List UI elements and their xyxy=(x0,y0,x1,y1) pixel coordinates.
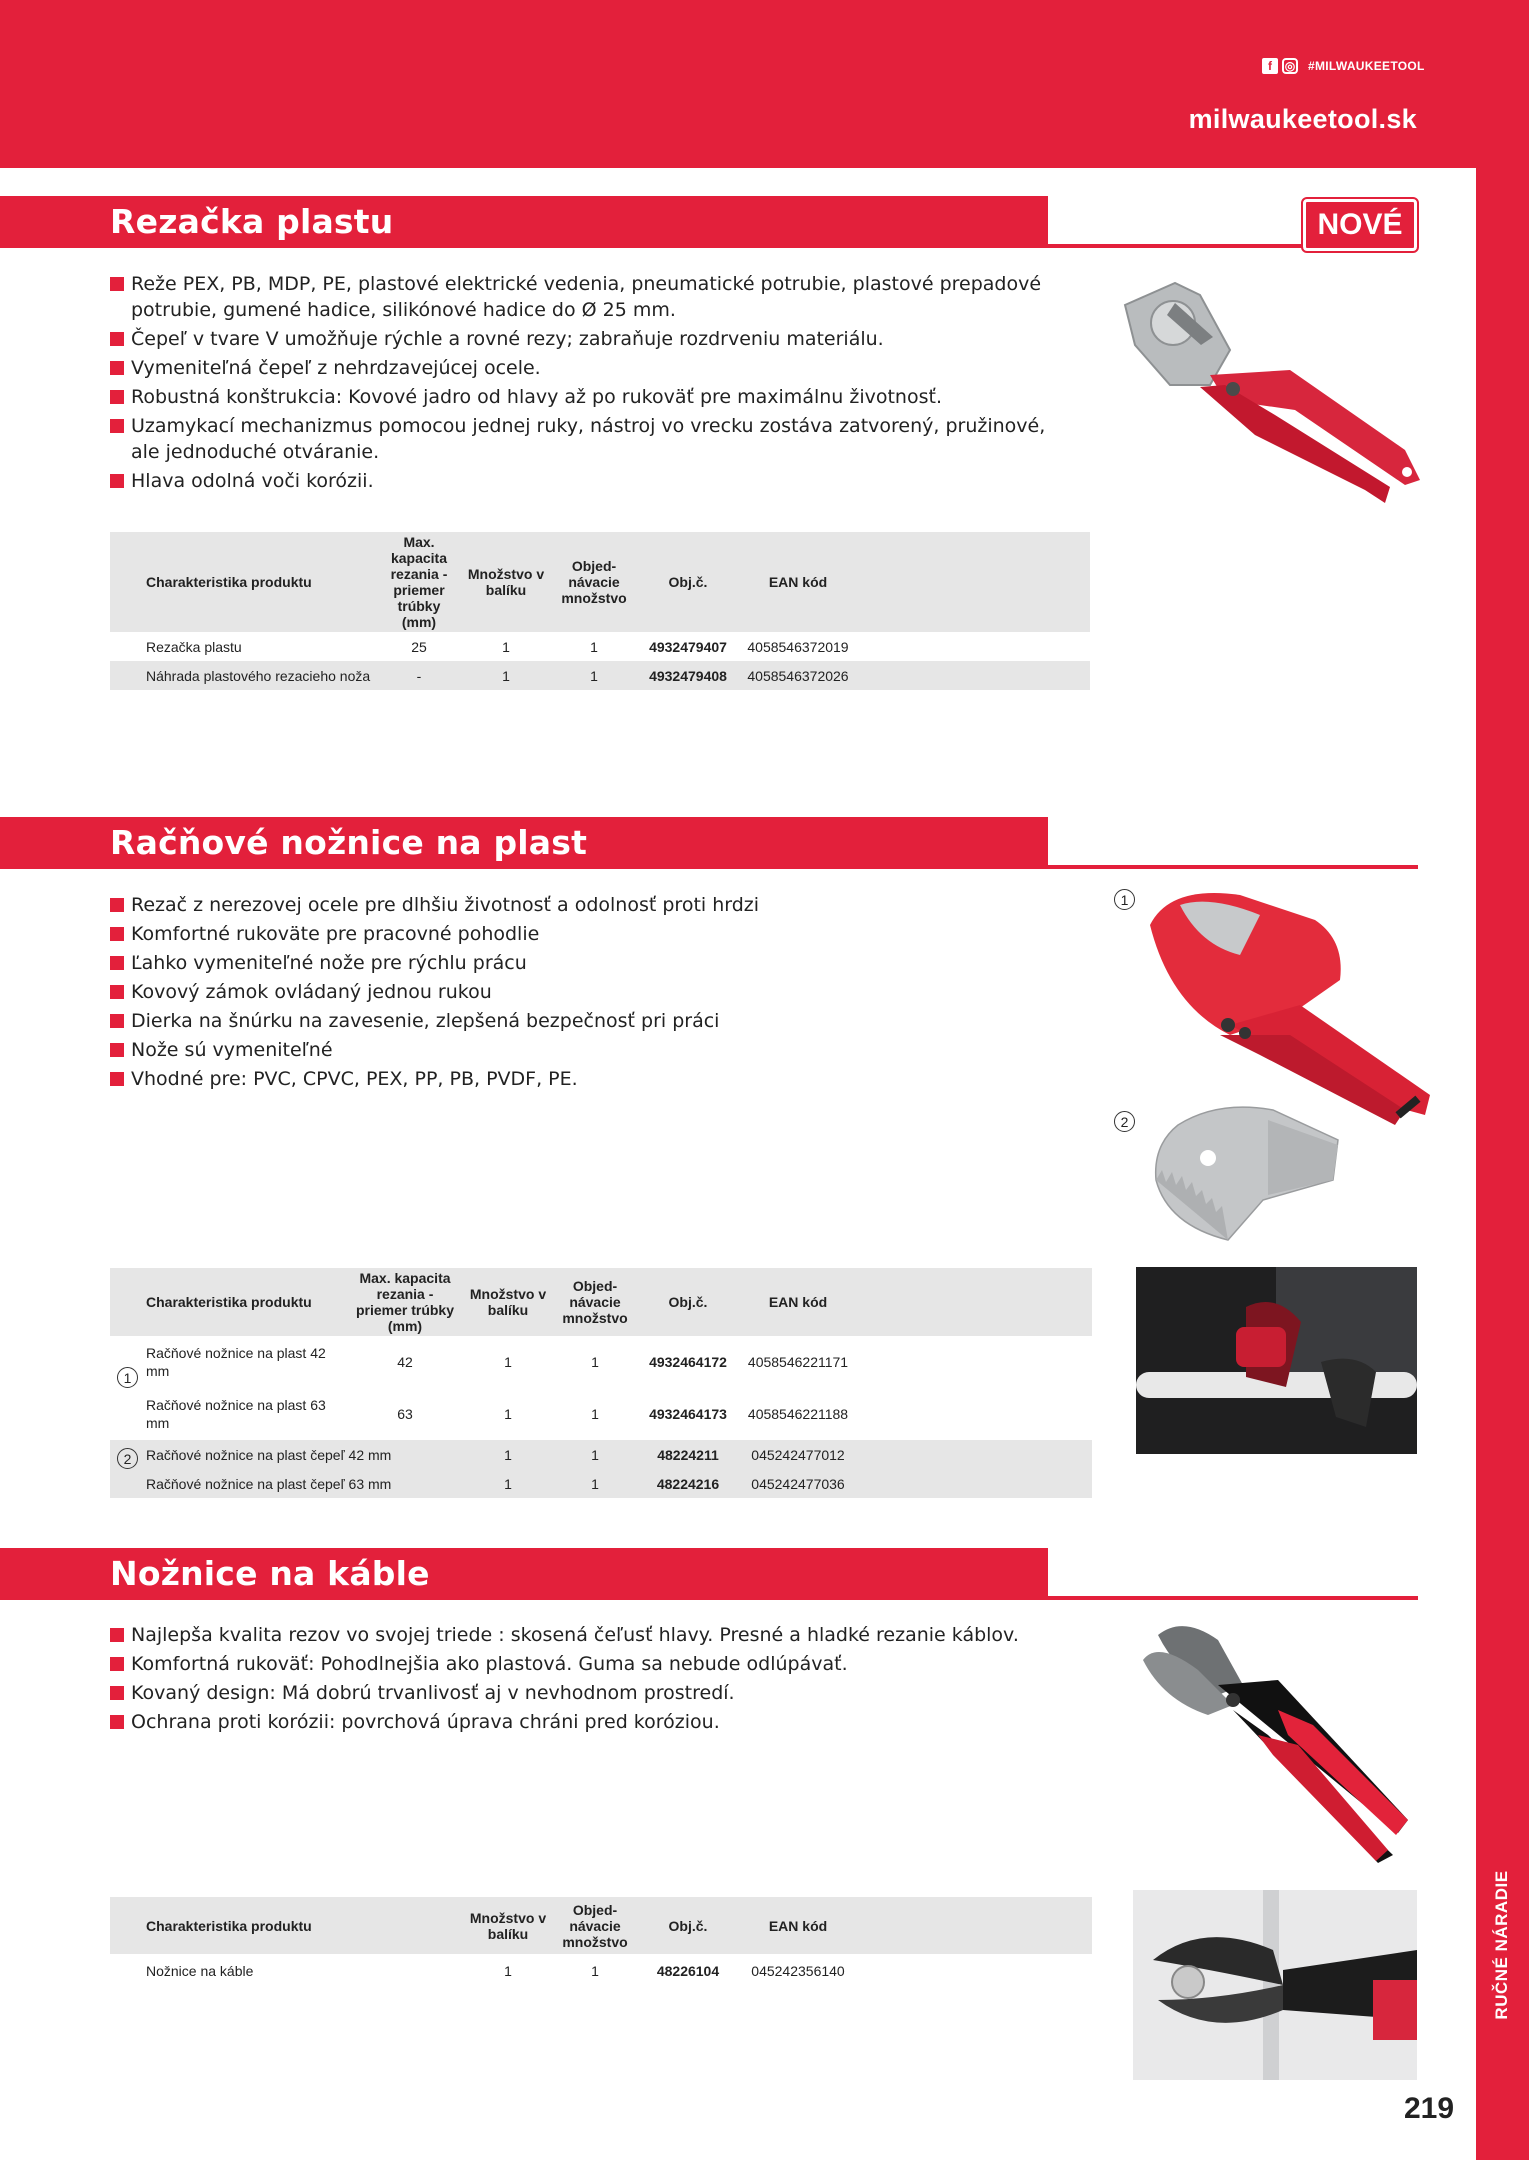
cell: 1 xyxy=(591,1406,599,1422)
col-header: Charakteristika produktu xyxy=(110,1268,346,1336)
col-header: EAN kód xyxy=(738,532,858,632)
cell: 1 xyxy=(504,1406,512,1422)
cell: 045242356140 xyxy=(751,1962,845,1979)
cable-shears-image xyxy=(1138,1615,1418,1870)
cell: 1 xyxy=(504,1354,512,1370)
list-item: Ľahko vymeniteľné nože pre rýchlu prácu xyxy=(110,950,1030,976)
section-title-bar xyxy=(0,196,1048,248)
cell: 63 xyxy=(397,1406,413,1422)
ratchet-shears-image xyxy=(1140,885,1440,1130)
plastic-cutter-image xyxy=(1115,275,1435,515)
col-header: Charakteristika produktu xyxy=(110,532,376,632)
list-item: Reže PEX, PB, MDP, PE, plastové elektrické vedenia, pneumatické potrubie, plastové prepadové potrubie, gumené hadice, silikónové hadice do Ø 25 mm. xyxy=(110,271,1050,323)
new-badge: NOVÉ xyxy=(1303,199,1417,251)
cell: 4932479407 xyxy=(649,638,727,655)
spec-table xyxy=(110,532,1090,690)
cell: 1 xyxy=(504,1962,512,1979)
section-title: Nožnice na káble xyxy=(110,1554,430,1593)
section-title-bar xyxy=(0,817,1048,869)
cell: 045242477036 xyxy=(738,1469,858,1498)
marker-2: 2 xyxy=(1114,1111,1135,1132)
section-underline xyxy=(0,244,1418,248)
marker-1: 1 xyxy=(1114,889,1135,910)
list-item: Nože sú vymeniteľné xyxy=(110,1037,1030,1063)
cell: Račňové nožnice na plast 42 mm xyxy=(146,1345,326,1379)
col-header: Charakteristika produktu xyxy=(110,1897,464,1954)
col-header: Objed-návacie množstvo xyxy=(552,1897,638,1954)
cell: 1 xyxy=(550,661,638,690)
col-header: Obj.č. xyxy=(638,1268,738,1336)
cell: Račňové nožnice na plast čepeľ 42 mm xyxy=(110,1440,464,1469)
list-item: Vhodné pre: PVC, CPVC, PEX, PP, PB, PVDF, PE. xyxy=(110,1066,1030,1092)
col-header: Množstvo v balíku xyxy=(464,1897,552,1954)
col-header: Množstvo v balíku xyxy=(464,1268,552,1336)
list-item: Robustná konštrukcia: Kovové jadro od hlavy až po rukoväť pre maximálnu životnosť. xyxy=(110,384,1050,410)
section-underline xyxy=(0,1596,1418,1600)
section-title-bar xyxy=(0,1548,1048,1600)
page-number: 219 xyxy=(1404,2092,1455,2125)
list-item: Ochrana proti korózii: povrchová úprava chráni pred koróziou. xyxy=(110,1709,1050,1735)
cell: 25 xyxy=(411,638,427,655)
cell: Rezačka plastu xyxy=(146,638,242,655)
list-item: Komfortné rukoväte pre pracovné pohodlie xyxy=(110,921,1030,947)
table-marker-1: 1 xyxy=(117,1367,138,1388)
table-header-row xyxy=(110,532,1090,632)
spec-table xyxy=(110,1268,1092,1498)
list-item: Uzamykací mechanizmus pomocou jednej ruky, nástroj vo vrecku zostáva zatvorený, pružinové, ale jednoduché otváranie. xyxy=(110,413,1050,465)
list-item: Kovový zámok ovládaný jednou rukou xyxy=(110,979,1030,1005)
col-header: Objed-návacie množstvo xyxy=(552,1268,638,1336)
cell: Nožnice na káble xyxy=(146,1962,254,1979)
cell: Račňové nožnice na plast čepeľ 63 mm xyxy=(110,1469,464,1498)
table-row xyxy=(110,1440,1092,1469)
table-row xyxy=(110,632,1090,661)
table-row xyxy=(110,1954,1092,1987)
side-strip xyxy=(1476,168,1529,2160)
cell: 4058546372026 xyxy=(738,661,858,690)
cell: 48224211 xyxy=(638,1440,738,1469)
cell: 4932464172 xyxy=(649,1354,727,1370)
section-underline xyxy=(0,865,1418,869)
site-url[interactable]: milwaukeetool.sk xyxy=(1188,104,1417,134)
hashtag: #MILWAUKEETOOL xyxy=(1308,59,1425,73)
section-title: Račňové nožnice na plast xyxy=(110,823,588,862)
cable-cutting-photo xyxy=(1133,1890,1417,2080)
list-item: Najlepša kvalita rezov vo svojej triede : skosená čeľusť hlavy. Presné a hladké rezanie káblov. xyxy=(110,1622,1050,1648)
cell: 4058546221188 xyxy=(747,1406,849,1422)
table-row xyxy=(110,1336,1092,1388)
col-header: Obj.č. xyxy=(638,1897,738,1954)
cell: 4058546221171 xyxy=(747,1354,849,1370)
table-row xyxy=(110,661,1090,690)
table-header-row xyxy=(110,1897,1092,1954)
cell: 1 xyxy=(502,638,510,655)
cell: 1 xyxy=(591,1962,599,1979)
section-title: Rezačka plastu xyxy=(110,202,394,241)
cell: 045242477012 xyxy=(738,1440,858,1469)
col-header: Max. kapacita rezania - priemer trúbky (mm) xyxy=(346,1268,464,1336)
replacement-blade-image xyxy=(1148,1100,1348,1245)
cell: 4932479408 xyxy=(638,661,738,690)
feature-list xyxy=(110,1622,1050,1738)
col-header: Obj.č. xyxy=(638,532,738,632)
cell: 1 xyxy=(464,1469,552,1498)
cell: - xyxy=(376,661,462,690)
social-links xyxy=(1262,58,1425,74)
table-marker-2: 2 xyxy=(117,1448,138,1469)
list-item: Komfortná rukoväť: Pohodlnejšia ako plastová. Guma sa nebude odlúpávať. xyxy=(110,1651,1050,1677)
usage-photo xyxy=(1136,1267,1417,1454)
cell: Račňové nožnice na plast 63 mm xyxy=(146,1397,326,1431)
col-header: Množstvo v balíku xyxy=(462,532,550,632)
feature-list xyxy=(110,892,1030,1095)
cell: 48226104 xyxy=(656,1962,720,1979)
col-header: Max. kapacita rezania - priemer trúbky (mm) xyxy=(376,532,462,632)
list-item: Rezač z nerezovej ocele pre dlhšiu životnosť a odolnosť proti hrdzi xyxy=(110,892,1030,918)
list-item: Dierka na šnúrku na zavesenie, zlepšená bezpečnosť pri práci xyxy=(110,1008,1030,1034)
cell: 1 xyxy=(464,1440,552,1469)
col-header: Objed-návacie množstvo xyxy=(550,532,638,632)
feature-list xyxy=(110,271,1050,497)
col-header: EAN kód xyxy=(738,1897,858,1954)
table-row xyxy=(110,1469,1092,1498)
cell: 42 xyxy=(397,1354,413,1370)
instagram-icon[interactable]: ◎ xyxy=(1282,58,1298,74)
cell: 4058546372019 xyxy=(747,638,849,655)
cell: 4932464173 xyxy=(649,1406,727,1422)
cell: 1 xyxy=(552,1469,638,1498)
col-header: EAN kód xyxy=(738,1268,858,1336)
cell: 1 xyxy=(591,1354,599,1370)
list-item: Vymeniteľná čepeľ z nehrdzavejúcej ocele. xyxy=(110,355,1050,381)
cell: Náhrada plastového rezacieho noža xyxy=(110,661,376,690)
table-row xyxy=(110,1388,1092,1440)
list-item: Hlava odolná voči korózii. xyxy=(110,468,1050,494)
header-band xyxy=(0,0,1529,168)
side-category-label: RUČNÉ NÁRADIE xyxy=(1492,1870,1511,2020)
cell: 1 xyxy=(462,661,550,690)
cell: 48224216 xyxy=(638,1469,738,1498)
facebook-icon[interactable]: f xyxy=(1262,58,1278,74)
list-item: Kovaný design: Má dobrú trvanlivosť aj v nevhodnom prostredí. xyxy=(110,1680,1050,1706)
table-header-row xyxy=(110,1268,1092,1336)
list-item: Čepeľ v tvare V umožňuje rýchle a rovné rezy; zabraňuje rozdrveniu materiálu. xyxy=(110,326,1050,352)
spec-table xyxy=(110,1897,1092,1987)
cell: 1 xyxy=(590,638,598,655)
cell: 1 xyxy=(552,1440,638,1469)
